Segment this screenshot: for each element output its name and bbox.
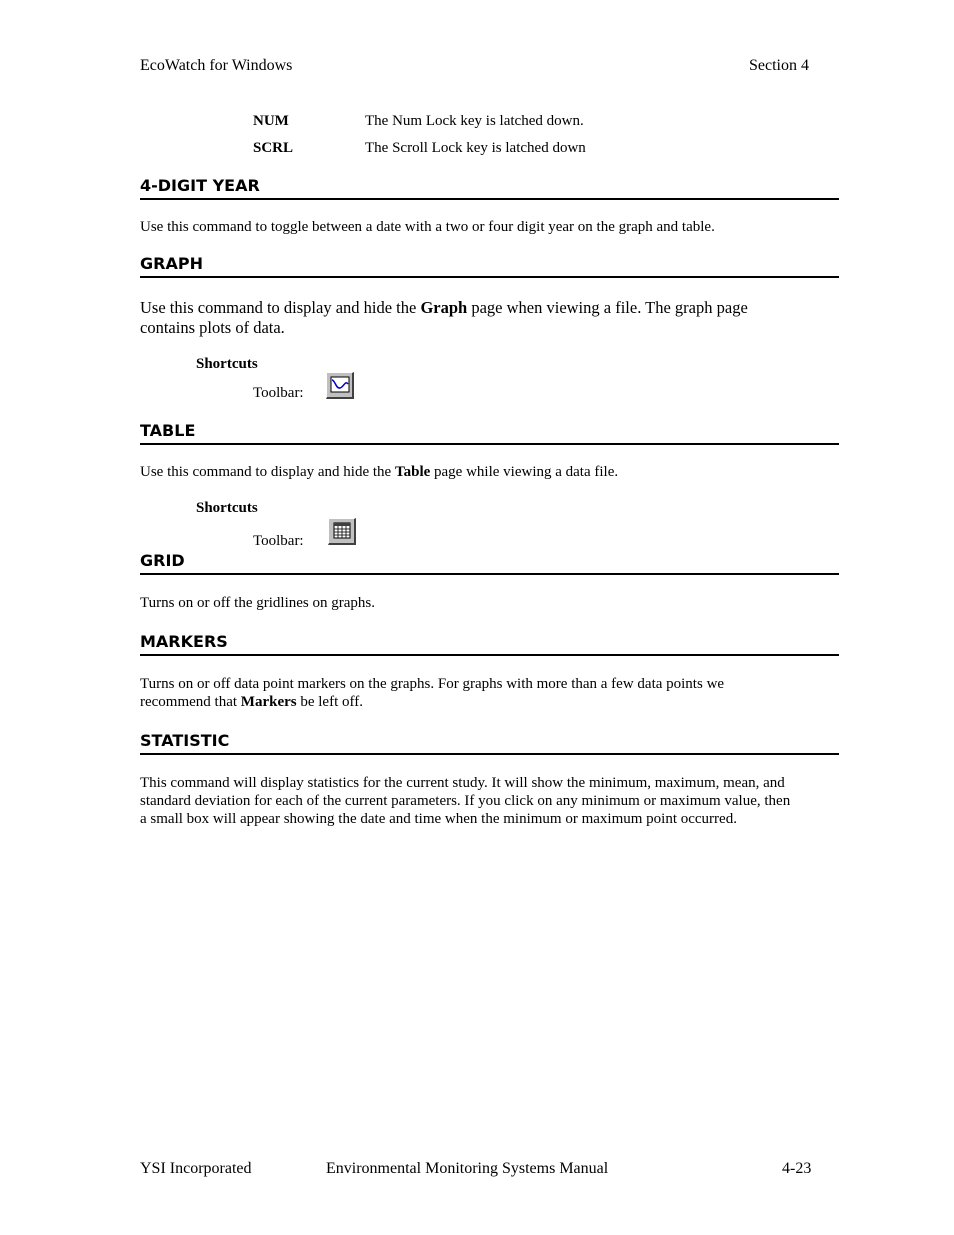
running-header-section: Section 4 — [749, 57, 809, 74]
graph-text-start: Use this command to display and hide the — [140, 298, 421, 317]
key-num-description: The Num Lock key is latched down. — [365, 113, 584, 129]
footer-company: YSI Incorporated — [140, 1160, 252, 1177]
section-title-markers: MARKERS — [140, 632, 839, 656]
section-title-table: TABLE — [140, 421, 839, 445]
section-text-grid: Turns on or off the gridlines on graphs. — [140, 595, 375, 611]
table-text-start: Use this command to display and hide the — [140, 464, 395, 480]
table-shortcuts-label: Shortcuts — [196, 500, 258, 516]
section-title-graph: GRAPH — [140, 254, 839, 278]
graph-text-bold: Graph — [420, 298, 468, 317]
footer-manual-title: Environmental Monitoring Systems Manual — [326, 1160, 609, 1177]
table-text-bold: Table — [394, 464, 431, 480]
section-title-4-digit-year: 4-DIGIT YEAR — [140, 176, 839, 200]
section-text-graph — [140, 298, 790, 338]
table-toolbar-label: Toolbar: — [253, 533, 304, 549]
section-title-statistic: STATISTIC — [140, 731, 839, 755]
markers-text-start: Turns on or off data point markers on the graphs. For graphs with more than a few data points we recommend that — [140, 676, 725, 710]
section-title-grid: GRID — [140, 551, 839, 575]
markers-text-end: be left off. — [296, 694, 363, 710]
graph-toolbar-label: Toolbar: — [253, 385, 304, 401]
markers-text-bold: Markers — [240, 694, 297, 710]
footer-page-number: 4-23 — [782, 1160, 812, 1177]
key-num: NUM — [253, 113, 289, 129]
table-icon — [330, 520, 354, 543]
graph-text-end: page when viewing a file. The graph page contains plots of data. — [140, 298, 748, 337]
graph-toolbar-button[interactable] — [326, 372, 354, 399]
graph-shortcuts-label: Shortcuts — [196, 356, 258, 372]
key-scrl-description: The Scroll Lock key is latched down — [365, 140, 586, 156]
key-scrl: SCRL — [253, 140, 294, 156]
running-header-title: EcoWatch for Windows — [140, 57, 293, 74]
section-text-table — [140, 463, 820, 481]
section-text-statistic: This command will display statistics for the current study. It will show the minimum, maximum, mean, and standard deviation for each of the current parameters. If you click on any minimum or maximum value, then a small box will appear showing the date and time when the minimum or maximum point occurred. — [140, 775, 791, 827]
graph-icon — [328, 374, 352, 397]
section-text-markers — [140, 675, 780, 711]
table-toolbar-button[interactable] — [328, 518, 356, 545]
table-text-end: page while viewing a data file. — [430, 464, 619, 480]
section-text-4-digit-year: Use this command to toggle between a date with a two or four digit year on the graph and table. — [140, 219, 715, 235]
